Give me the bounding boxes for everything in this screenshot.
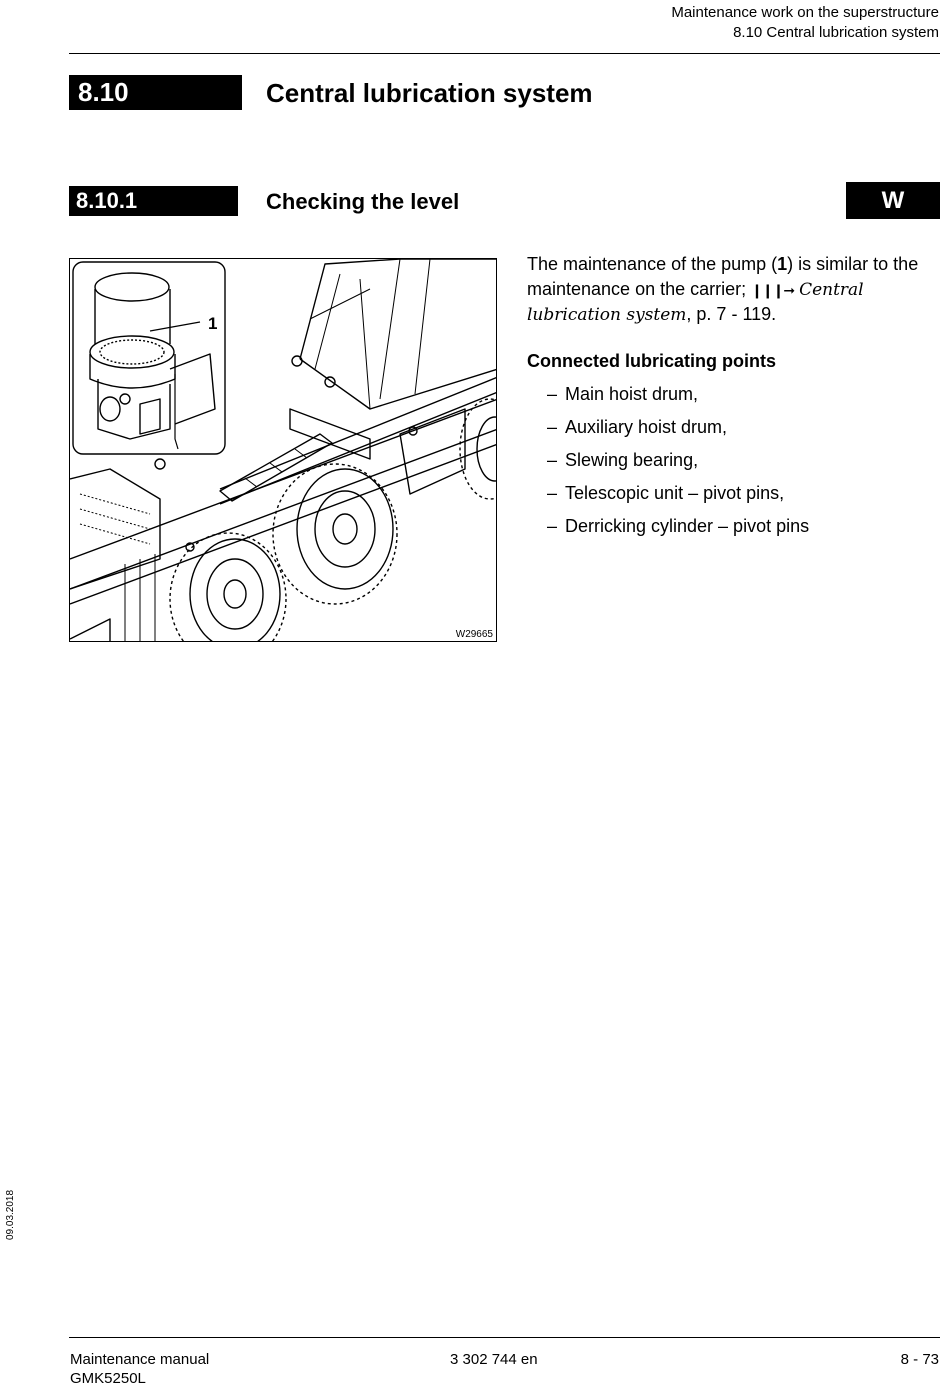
list-dash: – <box>547 483 558 503</box>
running-header-chapter: Maintenance work on the superstructure <box>671 4 939 21</box>
cross-reference-arrow-icon: ❙❙❙➞ <box>751 281 795 298</box>
side-date: 09.03.2018 <box>5 1189 16 1240</box>
paragraph-text-end: , p. 7 - 119. <box>686 304 777 324</box>
figure-id: W29665 <box>455 629 493 640</box>
list-item-text: Telescopic unit – pivot pins, <box>565 483 785 503</box>
list-dash: – <box>547 384 558 404</box>
list-item <box>547 381 809 414</box>
footer-document-number: 3 302 744 en <box>450 1351 538 1368</box>
subsection-number: 8.10.1 <box>69 186 238 216</box>
footer-page-number: 8 - 73 <box>900 1351 939 1368</box>
list-item-text: Slewing bearing, <box>565 450 699 470</box>
list-item-text: Derricking cylinder – pivot pins <box>565 516 810 536</box>
footer-divider <box>69 1337 940 1338</box>
pump-reference-number: 1 <box>777 254 788 274</box>
footer-manual-title: Maintenance manual <box>70 1351 210 1368</box>
list-item-text: Main hoist drum, <box>565 384 699 404</box>
list-dash: – <box>547 516 558 536</box>
header-divider <box>69 53 940 54</box>
crane-line-drawing <box>70 259 497 642</box>
running-header-section: 8.10 Central lubrication system <box>733 24 939 41</box>
list-item <box>547 513 809 546</box>
subsection-title: Checking the level <box>266 189 460 214</box>
figure-callout-pump: 1 <box>208 314 218 333</box>
section-title: Central lubrication system <box>266 78 593 108</box>
crane-pump-illustration <box>69 258 497 642</box>
lubricating-points-list <box>547 381 809 546</box>
paragraph-text-start: The maintenance of the pump ( <box>527 254 778 274</box>
maintenance-interval-badge: W <box>846 182 940 219</box>
section-number: 8.10 <box>69 75 242 110</box>
paragraph-text-middle: ) is similar to the maintenance on the carrier; <box>527 254 919 299</box>
list-item <box>547 414 809 447</box>
list-item <box>547 480 809 513</box>
list-dash: – <box>547 417 558 437</box>
pump-maintenance-paragraph <box>527 252 940 328</box>
lubricating-points-heading: Connected lubricating points <box>527 351 777 371</box>
cross-reference-link[interactable]: Central lubrication system <box>527 279 864 325</box>
list-item <box>547 447 809 480</box>
list-item-text: Auxiliary hoist drum, <box>565 417 728 437</box>
list-dash: – <box>547 450 558 470</box>
footer-model: GMK5250L <box>70 1370 146 1387</box>
